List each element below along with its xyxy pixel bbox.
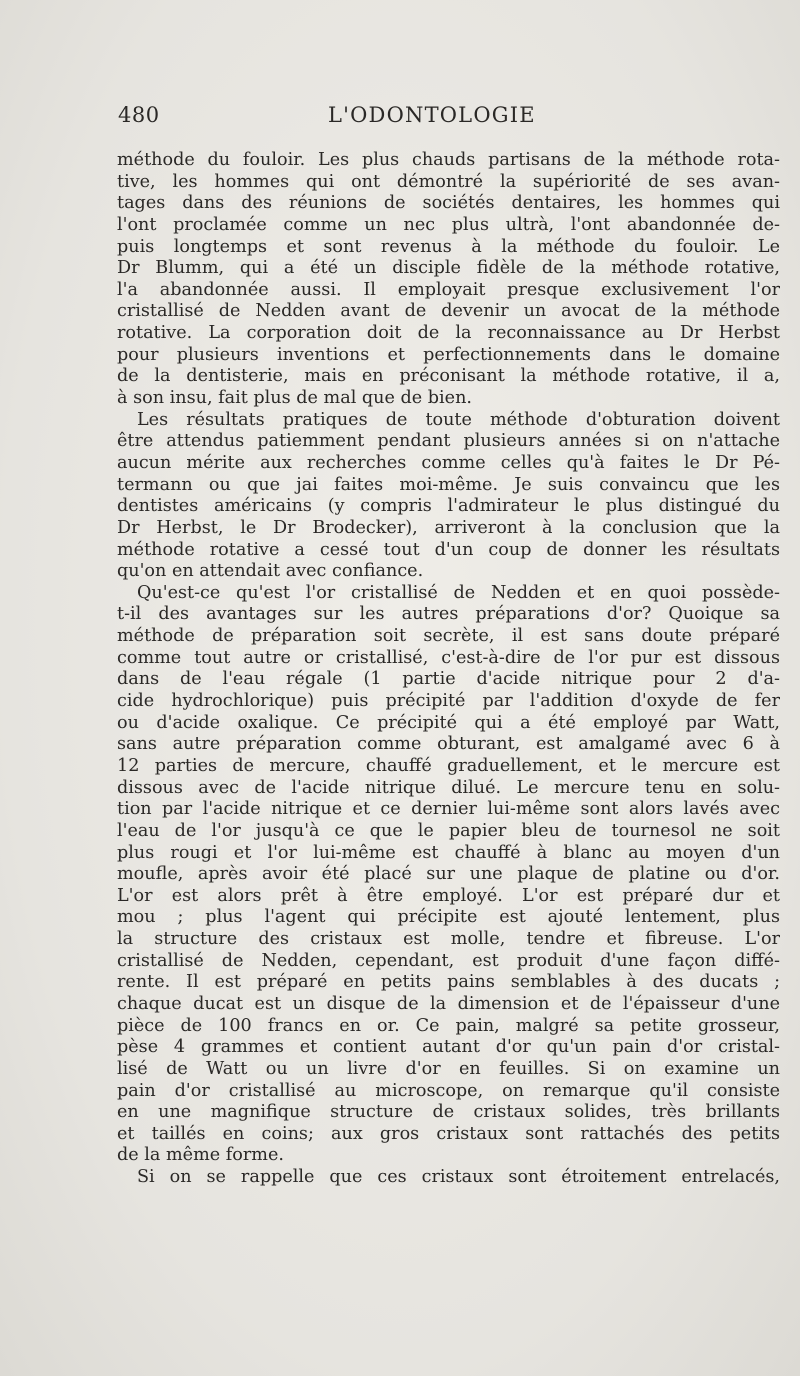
page-header (118, 103, 778, 135)
text-line: cristallisé de Nedden avant de devenir un avocat de la méthode (117, 301, 780, 322)
text-line: l'a abandonnée aussi. Il employait presque exclusivement l'or (117, 279, 780, 300)
text-line: Dr Herbst, le Dr Brodecker), arriveront à la conclusion que la (117, 517, 780, 538)
text-line: dentistes américains (y compris l'admirateur le plus distingué du (117, 496, 780, 517)
text-line: termann ou que jai faites moi-même. Je suis convaincu que les (117, 474, 780, 495)
running-title: L'ODONTOLOGIE (328, 103, 536, 127)
text-line: qu'on en attendait avec confiance. (117, 561, 424, 582)
text-line: rotative. La corporation doit de la reconnaissance au Dr Herbst (117, 323, 780, 344)
text-line: et taillés en coins; aux gros cristaux sont rattachés des petits (117, 1123, 780, 1144)
text-line: aucun mérite aux recherches comme celles qu'à faites le Dr Pé- (117, 452, 780, 473)
text-line: à son insu, fait plus de mal que de bien. (117, 388, 473, 409)
text-line: être attendus patiemment pendant plusieurs années si on n'attache (117, 431, 780, 452)
text-line: de la même forme. (117, 1145, 284, 1166)
text-line: méthode rotative a cessé tout d'un coup de donner les résultats (117, 539, 780, 560)
text-line: Qu'est-ce qu'est l'or cristallisé de Nedden et en quoi possède- (137, 582, 780, 603)
text-line: lisé de Watt ou un livre d'or en feuilles. Si on examine un (117, 1058, 780, 1079)
text-line: plus rougi et l'or lui-même est chauffé à blanc au moyen d'un (117, 842, 780, 863)
text-line: de la dentisterie, mais en préconisant la méthode rotative, il a, (117, 366, 780, 387)
text-line: la structure des cristaux est molle, tendre et fibreuse. L'or (117, 929, 780, 950)
text-line: en une magnifique structure de cristaux solides, très brillants (117, 1102, 780, 1123)
text-line: pain d'or cristallisé au microscope, on remarque qu'il consiste (117, 1080, 780, 1101)
text-line: méthode du fouloir. Les plus chauds partisans de la méthode rota- (117, 150, 780, 170)
page-number: 480 (118, 103, 160, 127)
text-line: moufle, après avoir été placé sur une plaque de platine ou d'or. (117, 864, 780, 885)
text-line: tion par l'acide nitrique et ce dernier lui-même sont alors lavés avec (117, 799, 780, 820)
text-line: Les résultats pratiques de toute méthode d'obturation doivent (137, 409, 780, 430)
text-line: dissous avec de l'acide nitrique dilué. Le mercure tenu en solu- (117, 777, 780, 798)
text-line: tive, les hommes qui ont démontré la supériorité de ses avan- (117, 171, 780, 192)
text-line: pièce de 100 francs en or. Ce pain, malgré sa petite grosseur, (117, 1015, 780, 1036)
text-line: Si on se rappelle que ces cristaux sont étroitement entrelacés, (137, 1167, 780, 1188)
text-line: L'or est alors prêt à être employé. L'or est préparé dur et (117, 885, 780, 906)
text-line: dans de l'eau régale (1 partie d'acide nitrique pour 2 d'a- (117, 669, 780, 690)
text-line: puis longtemps et sont revenus à la méthode du fouloir. Le (117, 236, 780, 257)
text-line: cristallisé de Nedden, cependant, est produit d'une façon diffé- (117, 950, 780, 971)
text-line: chaque ducat est un disque de la dimension et de l'épaisseur d'une (117, 993, 780, 1014)
text-line: l'ont proclamée comme un nec plus ultrà, l'ont abandonnée de- (117, 214, 780, 235)
text-line: cide hydrochlorique) puis précipité par l'addition d'oxyde de fer (117, 691, 780, 712)
text-line: l'eau de l'or jusqu'à ce que le papier bleu de tournesol ne soit (117, 820, 780, 841)
body-text (117, 150, 780, 1189)
text-line: pour plusieurs inventions et perfectionnements dans le domaine (117, 344, 780, 365)
text-line: pèse 4 grammes et contient autant d'or qu'un pain d'or cristal- (117, 1037, 780, 1058)
text-line: méthode de préparation soit secrète, il est sans doute préparé (117, 626, 780, 647)
text-line: sans autre préparation comme obturant, est amalgamé avec 6 à (117, 734, 780, 755)
text-line: tages dans des réunions de sociétés dentaires, les hommes qui (117, 193, 780, 214)
text-line: comme tout autre or cristallisé, c'est-à-dire de l'or pur est dissous (117, 647, 780, 668)
text-line: t-il des avantages sur les autres préparations d'or? Quoique sa (117, 604, 780, 625)
text-line: ou d'acide oxalique. Ce précipité qui a été employé par Watt, (117, 712, 780, 733)
text-line: rente. Il est préparé en petits pains semblables à des ducats ; (117, 972, 780, 993)
text-line: Dr Blumm, qui a été un disciple fidèle de la méthode rotative, (117, 258, 780, 279)
text-line: 12 parties de mercure, chauffé graduellement, et le mercure est (117, 755, 780, 776)
text-line: mou ; plus l'agent qui précipite est ajouté lentement, plus (117, 907, 780, 928)
